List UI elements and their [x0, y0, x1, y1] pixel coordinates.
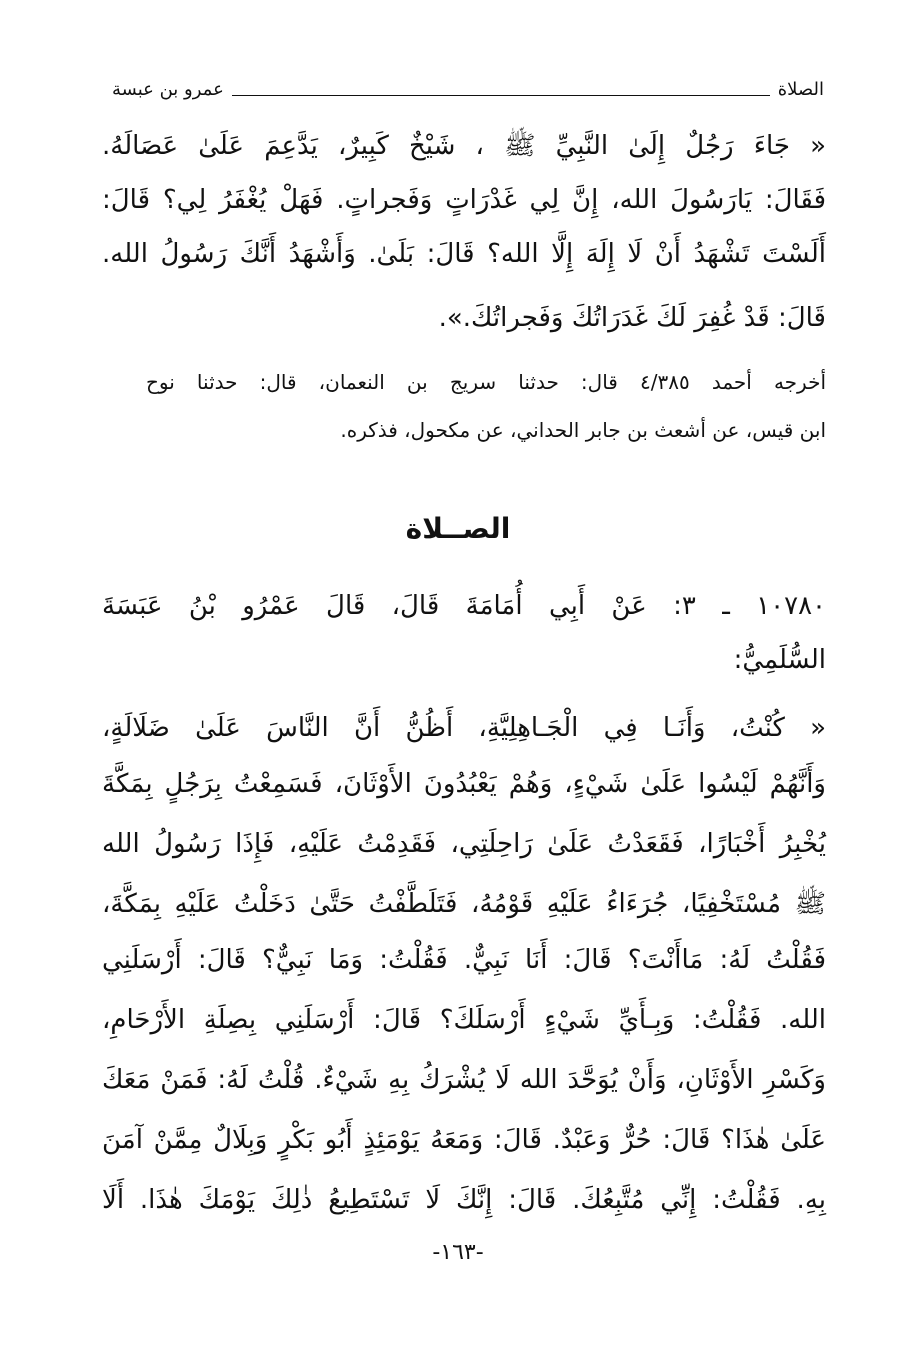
passage2-line-8: عَلَىٰ هٰذَا؟ قَالَ: حُرٌّ وَعَبْدٌ. قَالَ: وَمَعَهُ يَوْمَئِذٍ أَبُو بَكْرٍ وَبِلَالٌ مِمَّنْ آمَنَ: [102, 1125, 826, 1155]
footnote-line-2: ابن قيس، عن أشعث بن جابر الحداني، عن مكحول، فذكره.: [340, 418, 826, 442]
hadith-intro-line-2: السُّلَمِيُّ:: [733, 645, 826, 675]
header-chapter-title: الصلاة: [777, 78, 824, 100]
passage1-line-4: قَالَ: قَدْ غُفِرَ لَكَ غَدَرَاتُكَ وَفَجراتُكَ.».: [438, 303, 826, 333]
passage2-line-1: « كُنْتُ، وَأَنَـا فِي الْجَـاهِلِيَّةِ، أَظُنُّ أَنَّ النَّاسَ عَلَىٰ ضَلَالَةٍ،: [102, 713, 826, 743]
footnote-line-1: أخرجه أحمد ٤/٣٨٥ قال: حدثنا سريج بن النعمان، قال: حدثنا نوح: [146, 370, 826, 394]
passage2-line-4: ﷺ مُسْتَخْفِيًا، جُرَءَاءُ عَلَيْهِ قَوْمُهُ، فَتَلَطَّفْتُ حَتَّىٰ دَخَلْتُ عَلَيْهِ بِمَكَّةَ،: [102, 889, 826, 919]
page-number: -١٦٣-: [432, 1240, 484, 1265]
passage2-line-6: الله. فَقُلْتُ: وَبِـأَيِّ شَيْءٍ أَرْسَلَكَ؟ قَالَ: أَرْسَلَنِي بِصِلَةِ الأَرْحَامِ،: [102, 1005, 826, 1035]
passage2-line-3: يُخْبِرُ أَخْبَارًا، فَقَعَدْتُ عَلَىٰ رَاحِلَتِي، فَقَدِمْتُ عَلَيْهِ، فَإِذَا رَسُولُ الله: [102, 829, 826, 859]
header-rule: [232, 83, 770, 96]
passage2-line-7: وَكَسْرِ الأَوْثَانِ، وَأَنْ يُوَحَّدَ الله لَا يُشْرَكُ بِهِ شَيْءٌ. قُلْتُ لَهُ: فَمَنْ مَعَكَ: [102, 1065, 826, 1095]
passage1-line-1: « جَاءَ رَجُلٌ إِلَىٰ النَّبِيِّ ﷺ ، شَيْخٌ كَبِيرٌ، يَدَّعِمَ عَلَىٰ عَصَالَهُ.: [102, 131, 826, 161]
passage2-line-2: وَأَنَّهُمْ لَيْسُوا عَلَىٰ شَيْءٍ، وَهُمْ يَعْبُدُونَ الأَوْثَانَ، فَسَمِعْتُ بِرَجُلٍ بِمَكَّةَ: [102, 769, 826, 799]
hadith-intro-line-1: ١٠٧٨٠ ـ ٣: عَنْ أَبِي أُمَامَةَ قَالَ، قَالَ عَمْرُو بْنُ عَبَسَةَ: [102, 591, 826, 621]
passage2-line-9: بِهِ. فَقُلْتُ: إِنِّي مُتَّبِعُكَ. قَالَ: إِنَّكَ لَا تَسْتَطِيعُ ذٰلِكَ يَوْمَكَ هٰذَا. أَلَا: [102, 1185, 826, 1215]
running-header: [112, 74, 824, 104]
passage1-line-2: فَقَالَ: يَارَسُولَ الله، إِنَّ لِي غَدْرَاتٍ وَفَجراتٍ. فَهَلْ يُغْفَرُ لِي؟ قَالَ:: [102, 185, 826, 215]
section-title: الصــلاة: [405, 512, 511, 545]
passage2-line-5: فَقُلْتُ لَهُ: مَاأَنْتَ؟ قَالَ: أَنَا نَبِيٌّ. فَقُلْتُ: وَمَا نَبِيٌّ؟ قَالَ: أَرْسَلَنِي: [102, 945, 826, 975]
header-narrator-name: عمرو بن عبسة: [112, 78, 224, 100]
passage1-line-3: أَلَسْتَ تَشْهَدُ أَنْ لَا إِلَهَ إِلَّا الله؟ قَالَ: بَلَىٰ. وَأَشْهَدُ أَنَّكَ رَسُولُ الله.: [102, 239, 826, 269]
